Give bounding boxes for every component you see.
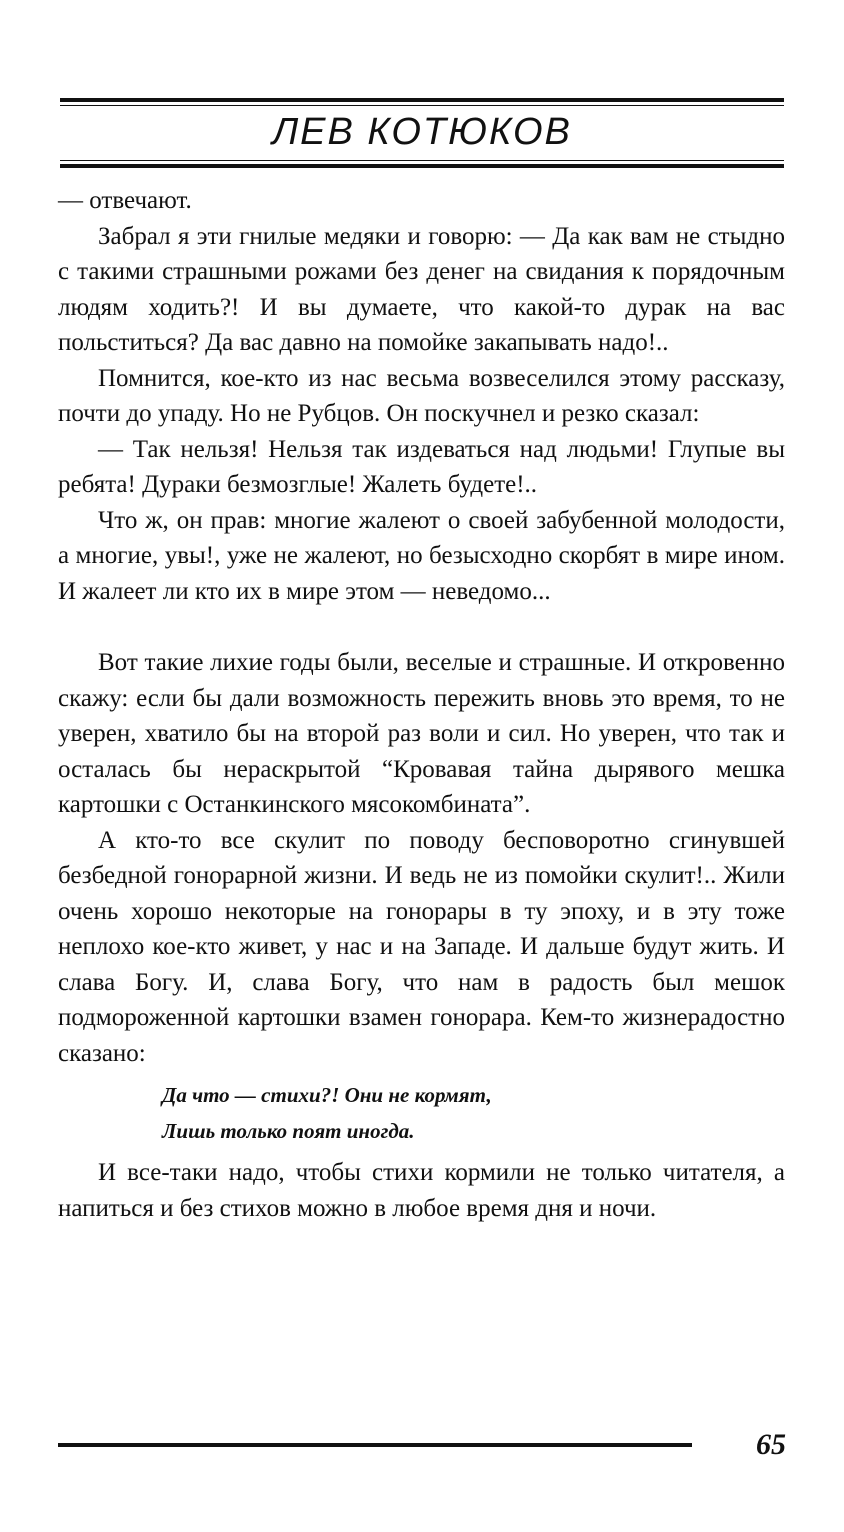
paragraph: Вот такие лихие годы были, веселые и страшные. И откровенно скажу: если бы дали возможность пережить вновь это время, то не уверен, хватило бы на второй раз воли и сил. Но уверен, что так и осталась бы нераскрытой “Кровавая тайна дырявого мешка картошки с Останкинского мясокомбината”.	[58, 649, 785, 818]
paragraph: Что ж, он прав: многие жалеют о своей забубенной молодости, а многие, увы!, уже не жалеют, но безысходно скорбят в мире ином. И жалеет ли кто их в мире этом — неведомо...	[58, 506, 785, 605]
header-rule-bottom-thin	[60, 160, 784, 161]
footer-rule	[58, 1443, 692, 1447]
poem-quote	[162, 1077, 785, 1149]
page-body-text	[58, 183, 785, 1226]
section-break	[58, 609, 785, 645]
paragraph: И все-таки надо, чтобы стихи кормили не только читателя, а напиться и без стихов можно в любое время дня и ночи.	[58, 1159, 785, 1222]
running-header-author: ЛЕВ КОТЮКОВ	[272, 111, 572, 153]
paragraph: А кто-то все скулит по поводу бесповоротно сгинувшей безбедной гонорарной жизни. И ведь не из помойки скулит!.. Жили очень хорошо некоторые на гонорары в ту эпоху, и в эту тоже неплохо кое-кто живет, у нас и на Западе. И дальше будут жить. И слава Богу. И, слава Богу, что нам в радость был мешок подмороженной картошки взамен гонорара. Кем-то жизнерадостно сказано:	[58, 826, 785, 1067]
poem-line: Лишь только поят иногда.	[162, 1119, 415, 1143]
poem-line: Да что — стихи?! Они не кормят,	[162, 1083, 492, 1107]
paragraph: Забрал я эти гнилые медяки и говорю: — Да как вам не стыдно с такими страшными рожами без денег на свидания к порядочным людям ходить?! И вы думаете, что какой-то дурак на вас польститься? Да вас давно на помойке закапывать надо!..	[58, 222, 785, 356]
paragraph: — отвечают.	[58, 187, 192, 214]
header-rule-top-thick	[60, 98, 784, 102]
header-rule-bottom-thick	[60, 164, 784, 168]
header-rule-top-thin	[60, 105, 784, 106]
paragraph: — Так нельзя! Нельзя так издеваться над людьми! Глупые вы ребята! Дураки безмозглые! Жалеть будете!..	[58, 435, 785, 498]
page-number: 65	[756, 1428, 786, 1461]
paragraph: Помнится, кое-кто из нас весьма возвеселился этому рассказу, почти до упаду. Но не Рубцов. Он поскучнел и резко сказал:	[58, 364, 785, 427]
